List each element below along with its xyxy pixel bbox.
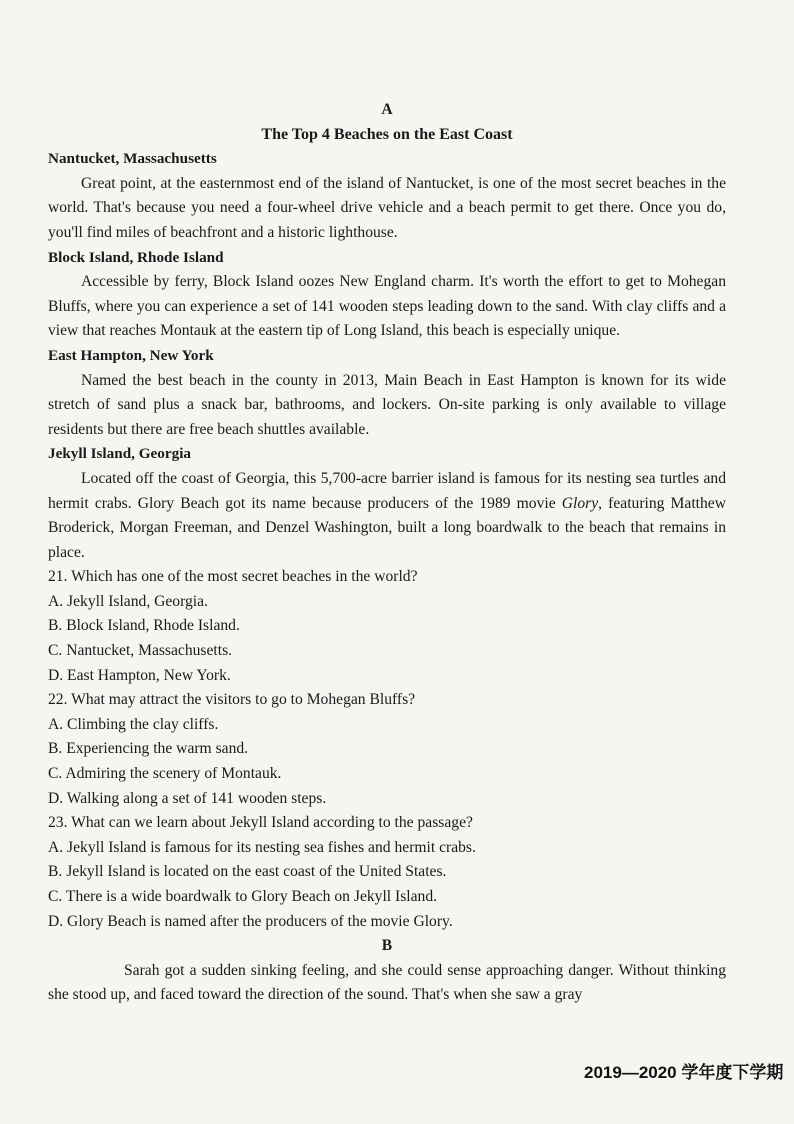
question-22-option-d: D. Walking along a set of 141 wooden steps. — [48, 789, 327, 807]
section-text-east-hampton: Named the best beach in the county in 2013, Main Beach in East Hampton is known for its wide stretch of sand plus a snack bar, bathrooms, and lockers. On-site parking is only available to village residents but there are free beach shuttles available. — [48, 371, 726, 438]
question-23-option-b: B. Jekyll Island is located on the east coast of the United States. — [48, 863, 447, 881]
passage-b-label: B — [381, 937, 393, 955]
jekyll-text-after: , featuring Matthew Broderick, Morgan Freeman, and Denzel Washington, built a long boardwalk to the beach that remains in place. — [48, 494, 726, 561]
movie-title-glory: Glory — [561, 494, 599, 512]
question-22-option-b: B. Experiencing the warm sand. — [48, 740, 249, 758]
question-21-option-c: C. Nantucket, Massachusetts. — [48, 642, 233, 660]
footer-school-year: 2019—2020 学年度下学期 — [584, 1063, 784, 1082]
passage-a-title: The Top 4 Beaches on the East Coast — [261, 125, 513, 143]
question-22-option-c: C. Admiring the scenery of Montauk. — [48, 765, 282, 783]
question-23-option-d: D. Glory Beach is named after the producers of the movie Glory. — [48, 912, 453, 930]
document-page — [48, 98, 726, 1008]
question-23-stem: 23. What can we learn about Jekyll Island according to the passage? — [48, 814, 473, 832]
question-23-option-a: A. Jekyll Island is famous for its nesting sea fishes and hermit crabs. — [48, 838, 476, 856]
section-text-nantucket: Great point, at the easternmost end of the island of Nantucket, is one of the most secret beaches in the world. That's because you need a four-wheel drive vehicle and a beach permit to get there. Once you do, you'll find miles of beachfront and a historic lighthouse. — [48, 174, 726, 241]
jekyll-text-before: Located off the coast of Georgia, this 5,700-acre barrier island is famous for its nesting sea turtles and hermit crabs. Glory Beach got its name because producers of the 1989 movie — [48, 469, 726, 512]
question-21-option-b: B. Block Island, Rhode Island. — [48, 617, 240, 635]
section-heading-nantucket: Nantucket, Massachusetts — [48, 150, 217, 168]
question-21-stem: 21. Which has one of the most secret beaches in the world? — [48, 568, 418, 586]
section-heading-block-island: Block Island, Rhode Island — [48, 248, 224, 266]
section-text-block-island: Accessible by ferry, Block Island oozes New England charm. It's worth the effort to get to Mohegan Bluffs, where you can experience a set of 141 wooden steps leading down to the sand. With clay cliffs and a view that reaches Montauk at the eastern tip of Long Island, this beach is especially unique. — [48, 273, 726, 340]
question-21-option-a: A. Jekyll Island, Georgia. — [48, 592, 208, 610]
section-text-jekyll-island — [48, 467, 726, 565]
question-22-stem: 22. What may attract the visitors to go to Mohegan Bluffs? — [48, 691, 416, 709]
question-22-option-a: A. Climbing the clay cliffs. — [48, 715, 219, 733]
passage-b-text: Sarah got a sudden sinking feeling, and she could sense approaching danger. Without thinking she stood up, and faced toward the direction of the sound. That's when she saw a gray — [48, 961, 726, 1004]
section-heading-east-hampton: East Hampton, New York — [48, 346, 214, 364]
section-heading-jekyll-island: Jekyll Island, Georgia — [48, 445, 192, 463]
question-21-option-d: D. East Hampton, New York. — [48, 666, 231, 684]
question-23-option-c: C. There is a wide boardwalk to Glory Beach on Jekyll Island. — [48, 888, 438, 905]
passage-a-label: A — [381, 101, 393, 118]
